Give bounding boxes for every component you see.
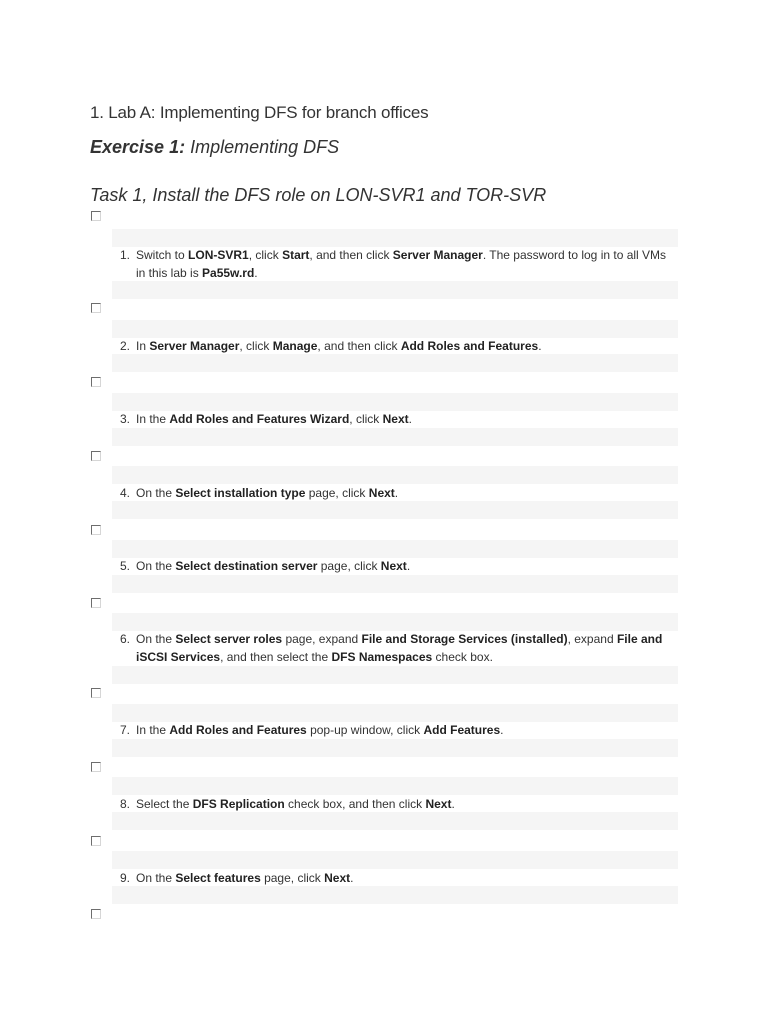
step-number: 4. [119,486,130,500]
step-text [136,246,678,282]
step-text-segment: . [451,797,455,811]
step-band [112,320,678,338]
step-text-segment: . [394,486,399,500]
step-text-segment: On the [136,871,176,885]
step-keyword: Server Manager [392,248,483,262]
step-text [136,557,678,575]
step-text [136,484,678,502]
step-keyword: Next [382,412,409,426]
step-text-segment: . [538,339,542,353]
step-text-segment: , and then click [317,339,401,353]
step-band [112,666,678,684]
checkbox-icon[interactable] [91,303,101,313]
exercise-heading [90,137,339,158]
step-text-segment: Switch to [136,248,189,262]
step-text-segment: In the [136,412,170,426]
task-title: Task 1, Install the DFS role on LON-SVR1 and TOR-SVR [90,185,547,205]
step-text-segment: , and then click [309,248,393,262]
step-text-segment: On the [136,559,176,573]
step-band [112,466,678,484]
checkbox-icon[interactable] [91,688,101,698]
step-item [112,869,678,887]
step-band [112,428,678,446]
step-keyword: Add Features [423,723,501,737]
step-text [136,410,678,428]
step-keyword: Pa55w.rd [202,266,255,280]
step-band [112,851,678,869]
step-text-segment: check box, and then click [284,797,426,811]
lab-title: 1. Lab A: Implementing DFS for branch offices [90,103,429,122]
exercise-label: Exercise 1: [90,137,186,157]
step-keyword: DFS Namespaces [331,650,433,664]
step-keyword: Server Manager [149,339,240,353]
step-item [112,410,678,428]
step-item [112,246,678,282]
step-item [112,484,678,502]
step-text-segment: Select the [136,797,193,811]
checkbox-icon[interactable] [91,377,101,387]
step-number: 1. [119,248,130,262]
step-band [112,886,678,904]
step-text-segment: On the [136,486,176,500]
step-number: 9. [119,871,130,885]
step-text-segment: page, expand [282,632,362,646]
step-number: 2. [119,339,130,353]
step-text-segment: , expand [567,632,617,646]
step-keyword: Select features [175,871,261,885]
step-band [112,704,678,722]
checkbox-icon[interactable] [91,836,101,846]
step-text-segment: On the [136,632,176,646]
checkbox-icon[interactable] [91,525,101,535]
step-text [136,337,678,355]
checkbox-icon[interactable] [91,909,101,919]
step-item [112,795,678,813]
step-text-segment: page, click [305,486,369,500]
step-keyword: File and iSCSI Services [136,632,663,664]
step-band [112,575,678,593]
step-number: 8. [119,797,130,811]
step-text [136,795,678,813]
step-band [112,777,678,795]
step-item [112,557,678,575]
step-text [136,630,678,666]
step-keyword: DFS Replication [192,797,285,811]
step-keyword: Select installation type [175,486,306,500]
step-band [112,281,678,299]
step-band [112,739,678,757]
step-keyword: Manage [272,339,318,353]
step-text-segment: . [500,723,504,737]
step-keyword: Next [425,797,452,811]
step-text-segment: . [350,871,354,885]
checkbox-icon[interactable] [91,598,101,608]
step-text-segment: . [406,559,411,573]
step-text-segment: page, click [260,871,325,885]
step-text-segment: page, click [317,559,381,573]
step-keyword: Add Roles and Features Wizard [169,412,350,426]
step-keyword: Next [368,486,395,500]
step-text-segment: check box. [432,650,493,664]
step-band [112,229,678,247]
step-text-segment: , click [239,339,273,353]
step-text-segment: In the [136,723,170,737]
step-keyword: Next [380,559,407,573]
step-text-segment: In [136,339,150,353]
step-text [136,869,678,887]
step-band [112,354,678,372]
step-keyword: Next [324,871,351,885]
step-number: 3. [119,412,130,426]
step-keyword: Add Roles and Features [400,339,539,353]
exercise-title: Implementing DFS [190,137,340,157]
step-number: 5. [119,559,130,573]
step-number: 6. [119,632,130,646]
step-band [112,812,678,830]
checkbox-icon[interactable] [91,211,101,221]
step-band [112,540,678,558]
step-item [112,721,678,739]
step-keyword: LON-SVR1 [188,248,249,262]
step-text-segment: . [254,266,258,280]
step-keyword: Select destination server [175,559,318,573]
step-item [112,630,678,666]
step-band [112,613,678,631]
checkbox-icon[interactable] [91,451,101,461]
step-text-segment: . [408,412,412,426]
step-number: 7. [119,723,130,737]
step-band [112,501,678,519]
step-keyword: Select server roles [175,632,283,646]
step-text-segment: . The password to log in to all VMs in this lab is [136,248,667,280]
step-keyword: File and Storage Services (installed) [361,632,568,646]
step-keyword: Start [282,248,310,262]
step-text-segment: , click [248,248,283,262]
step-text-segment: , and then select the [220,650,332,664]
step-text-segment: , click [349,412,383,426]
checkbox-icon[interactable] [91,762,101,772]
step-band [112,393,678,411]
step-item [112,337,678,355]
step-keyword: Add Roles and Features [169,723,307,737]
step-text [136,721,678,739]
step-text-segment: pop-up window, click [306,723,424,737]
